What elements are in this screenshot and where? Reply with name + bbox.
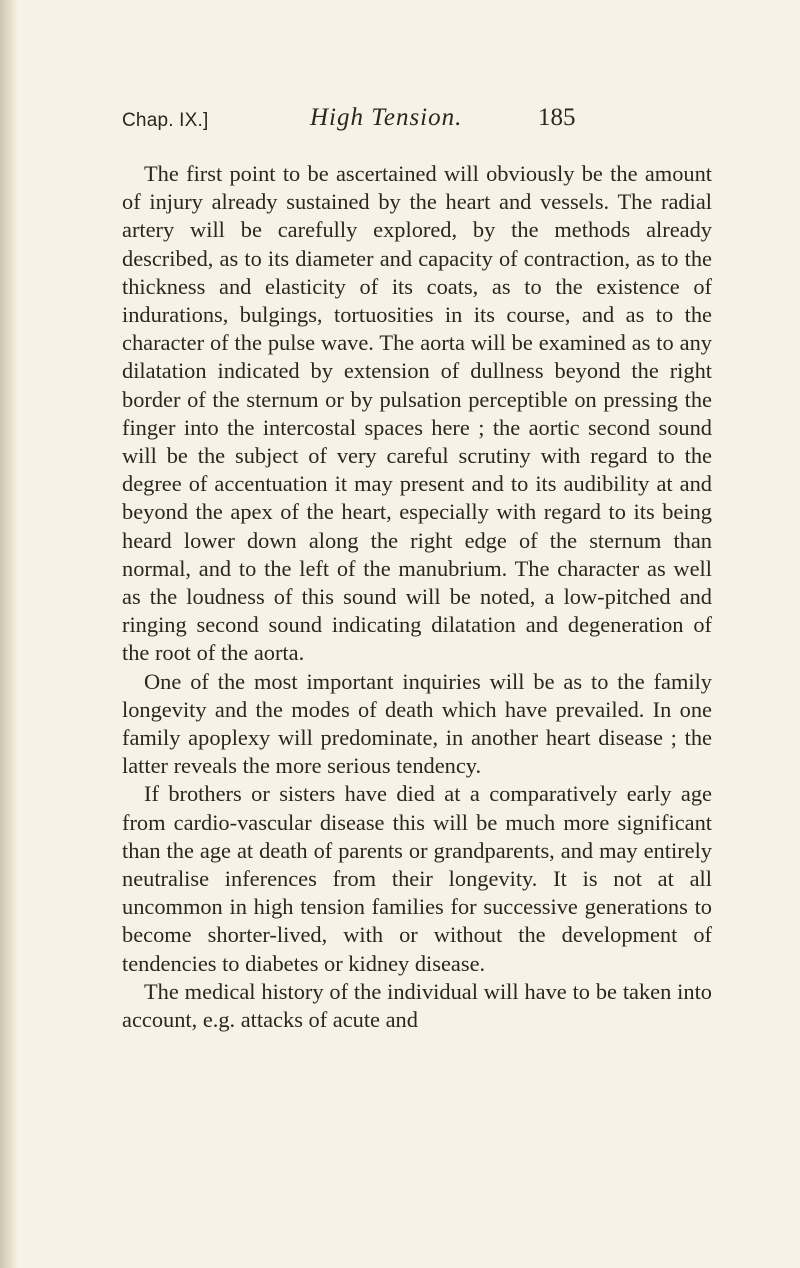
running-header [122, 98, 712, 138]
body-text [122, 160, 712, 1034]
paragraph: One of the most important inquiries will be as to the family longevity and the modes of death which have prevailed. In one family apoplexy will predominate, in another heart disease ; the latter reveals the more serious tendency. [122, 668, 712, 779]
chapter-label: Chap. IX.] [122, 110, 209, 131]
paragraph: The medical history of the individual will have to be taken into account, e.g. attacks of acute and [122, 978, 712, 1033]
paragraph: If brothers or sisters have died at a comparatively early age from cardio-vascular disease this will be much more significant than the age at death of parents or grandparents, and may entirely neutralise inferences from their longevity. It is not at all uncommon in high tension families for successive generations to become shorter-lived, with or without the development of tendencies to diabetes or kidney disease. [122, 781, 712, 976]
page-number: 185 [538, 104, 576, 131]
paragraph: The first point to be ascertained will obviously be the amount of injury already sustained by the heart and vessels. The radial artery will be carefully explored, by the methods already described, as to its diameter and capacity of contraction, as to the thickness and elasticity of its coats, as to the existence of indurations, bulgings, tortuosities in its course, and as to the character of the pulse wave. The aorta will be examined as to any dilatation indicated by extension of dullness beyond the right border of the sternum or by pulsation perceptible on pressing the finger into the intercostal spaces here ; the aortic second sound will be the subject of very careful scrutiny with regard to the degree of accentuation it may present and to its audibility at and beyond the apex of the heart, especially with regard to its being heard lower down along the right edge of the sternum than normal, and to the left of the manubrium. The character as well as the loudness of this sound will be noted, a low-pitched and ringing second sound indicating dilatation and degeneration of the root of the aorta. [122, 161, 712, 666]
page-gutter-shadow [0, 0, 18, 1268]
running-title: High Tension. [310, 104, 463, 131]
